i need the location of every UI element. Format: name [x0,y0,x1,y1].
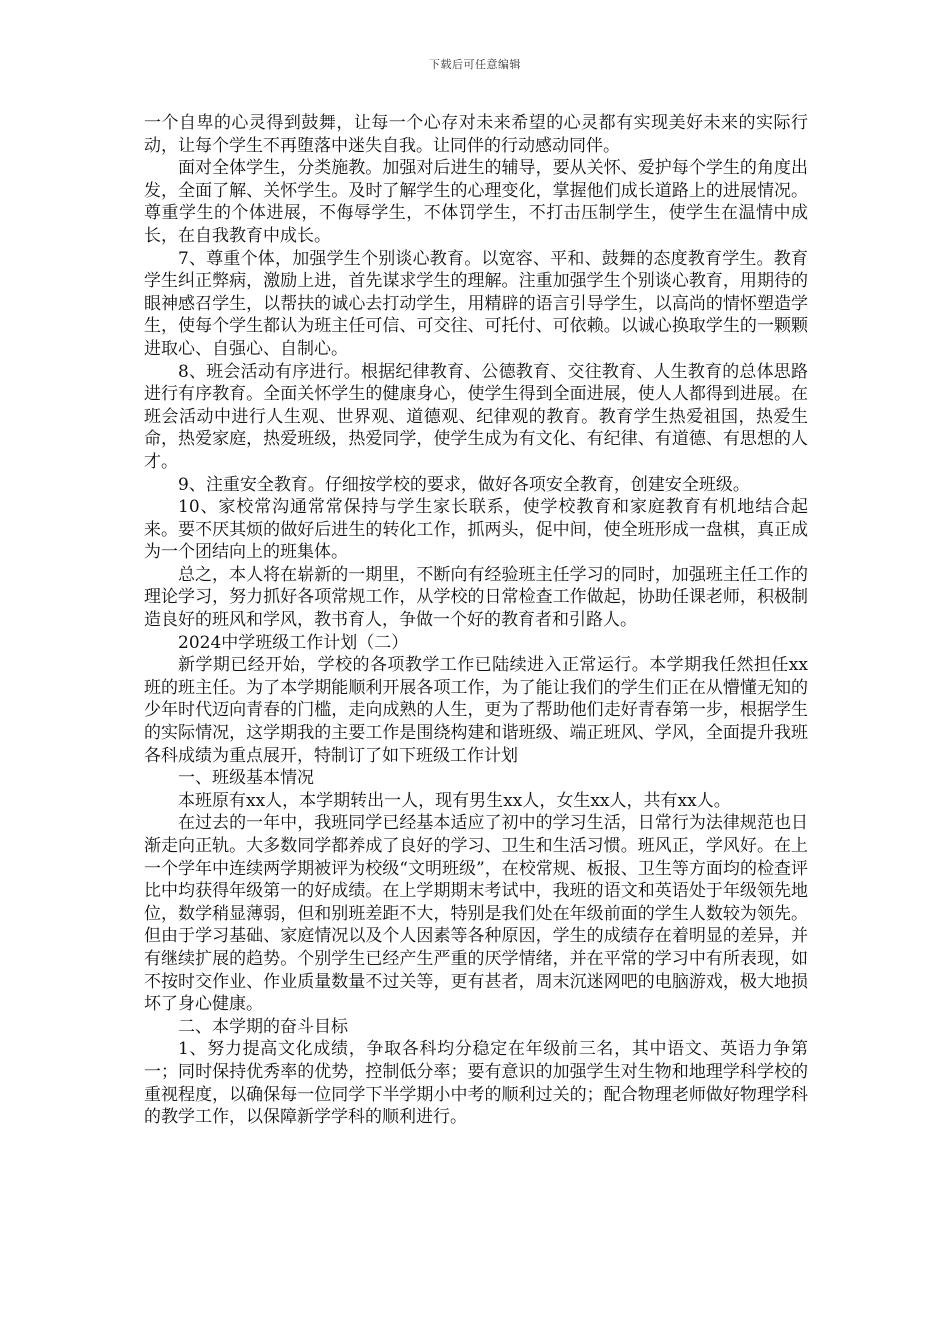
paragraph-9: 新学期已经开始，学校的各项教学工作已陆续进入正常运行。本学期我任然担任xx班的班主任。为了本学期能顺利开展各项工作，为了能让我们的学生们正在从懵懂无知的少年时代迈向青春的门槛，走向成熟的人生，更为了帮助他们走好青春第一步，根据学生的实际情况，这学期我的主要工作是围绕构建和谐班级、端正班风、学风，全面提升我班各科成绩为重点展开，特制订了如下班级工作计划 [144,655,808,766]
heading-class-info: 一、班级基本情况 [178,768,314,789]
paragraph-2: 面对全体学生，分类施教。加强对后进生的辅导，要从关怀、爱护每个学生的角度出发，全面了解、关怀学生。及时了解学生的心理变化，掌握他们成长道路上的进展情况。尊重学生的个体进展，不侮辱学生，不体罚学生，不打击压制学生，使学生在温情中成长，在自我教育中成长。 [144,158,808,246]
paragraph-6: 10、家校常沟通常常保持与学生家长联系，使学校教育和家庭教育有机地结合起来。要不厌其烦的做好后进生的转化工作，抓两头，促中间，使全班形成一盘棋，真正成为一个团结向上的班集体。 [144,497,808,563]
page-header: 下载后可任意编辑 [429,58,521,71]
paragraph-3: 7、尊重个体，加强学生个别谈心教育。以宽容、平和、鼓舞的态度教育学生。教育学生纠正弊病，激励上进，首先谋求学生的理解。注重加强学生个别谈心教育，用期待的眼神感召学生，以帮扶的诚心去打动学生，用精辟的语言引导学生，以高尚的情怀塑造学生，使每个学生都认为班主任可信、可交往、可托付、可依赖。以诚心换取学生的一颗颗进取心、自强心、自制心。 [144,248,808,359]
paragraph-4: 8、班会活动有序进行。根据纪律教育、公德教育、交往教育、人生教育的总体思路进行有序教育。全面关怀学生的健康身心，使学生得到全面进展，使人人都得到进展。在班会活动中进行人生观、世界观、道德观、纪律观的教育。教育学生热爱祖国，热爱生命，热爱家庭，热爱班级，热爱同学，使学生成为有文化、有纪律、有道德、有思想的人才。 [144,361,808,472]
heading-goals: 二、本学期的奋斗目标 [178,1016,348,1037]
paragraph-1: 一个自卑的心灵得到鼓舞，让每一个心存对未来希望的心灵都有实现美好未来的实际行动，让每个学生不再堕落中迷失自我。让同伴的行动感动同伴。 [144,113,808,156]
document-body [144,112,808,1129]
paragraph-11: 本班原有xx人，本学期转出一人，现有男生xx人，女生xx人，共有xx人。 [178,790,731,811]
paragraph-5: 9、注重安全教育。仔细按学校的要求，做好各项安全教育，创建安全班级。 [178,474,750,495]
paragraph-12: 在过去的一年中，我班同学已经基本适应了初中的学习生活，日常行为法律规范也日渐走向正轨。大多数同学都养成了良好的学习、卫生和生活习惯。班风正，学风好。在上一个学年中连续两学期被评为校级“文明班级”，在校常规、板报、卫生等方面均的检查评比中均获得年级第一的好成绩。在上学期期末考试中，我班的语文和英语处于年级领先地位，数学稍显薄弱，但和别班差距不大，特别是我们处在年级前面的学生人数较为领先。但由于学习基础、家庭情况以及个人因素等各种原因，学生的成绩存在着明显的差异，并有继续扩展的趋势。个别学生已经产生严重的厌学情绪，并在平常的学习中有所表现，如不按时交作业、作业质量数量不过关等，更有甚者，周末沉迷网吧的电脑游戏，极大地损坏了身心健康。 [144,813,808,1015]
section-title: 2024中学班级工作计划（二） [178,632,409,653]
paragraph-7: 总之，本人将在崭新的一期里，不断向有经验班主任学习的同时，加强班主任工作的理论学习，努力抓好各项常规工作，从学校的日常检查工作做起，协助任课老师，积极制造良好的班风和学风，教书育人，争做一个好的教育者和引路人。 [144,564,808,631]
paragraph-14: 1、努力提高文化成绩，争取各科均分稳定在年级前三名，其中语文、英语力争第一；同时保持优秀率的优势，控制低分率；要有意识的加强学生对生物和地理学科学校的重视程度，以确保每一位同学下半学期小中考的顺利过关的；配合物理老师做好物理学科的教学工作，以保障新学学科的顺利进行。 [144,1039,808,1128]
